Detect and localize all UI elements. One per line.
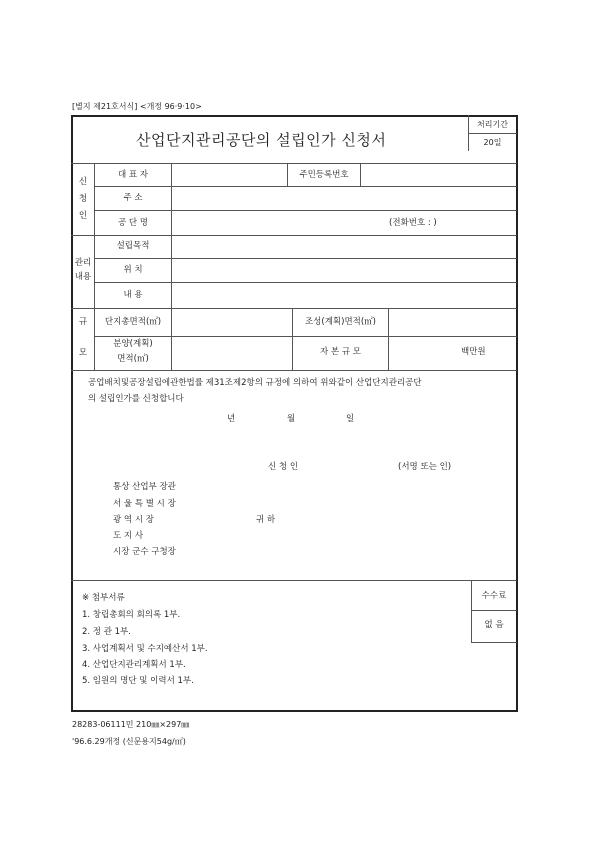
purpose-label: 설립목적 — [116, 241, 150, 251]
attachment-item: 4. 산업단지관리계획서 1부. — [82, 660, 186, 670]
capital-unit: 백만원 — [461, 347, 486, 357]
recipient-3: 광 역 시 장 — [113, 515, 154, 525]
row-line — [94, 282, 517, 283]
sign-or-seal: (서명 또는 인) — [398, 462, 452, 472]
sale-area-label-2: 면적(㎡) — [117, 354, 149, 364]
fee-label: 수수료 — [481, 591, 507, 601]
location-label: 위 치 — [123, 265, 143, 275]
date-year: 년 — [227, 414, 236, 424]
management-group-2: 내용 — [74, 272, 92, 282]
recipient-suffix: 귀 하 — [256, 515, 276, 525]
attachment-item: 2. 정 관 1부. — [82, 627, 131, 637]
form-header: [별지 제21호서식] <개정 96·9·10> — [72, 102, 202, 111]
form-title: 산업단지관리공단의 설립인가 신청서 — [136, 131, 387, 149]
phone-label: (전화번호 : ) — [389, 218, 437, 228]
footer-line-1: 28283-06111민 210㎜×297㎜ — [72, 720, 190, 729]
section-line — [71, 370, 517, 371]
applicant-group-3: 인 — [78, 211, 88, 221]
frame-top — [71, 115, 518, 117]
address-label: 주 소 — [123, 193, 143, 203]
management-group-1: 관리 — [74, 258, 92, 268]
scale-group-2: 모 — [78, 348, 88, 358]
resident-divider-2 — [360, 163, 361, 186]
recipient-2: 서 울 특 별 시 장 — [113, 499, 176, 509]
attachment-item: 1. 창립총회의 회의록 1부. — [82, 610, 181, 620]
fee-bottom-line — [471, 642, 517, 643]
applicant-group-2: 청 — [78, 194, 88, 204]
label-column-divider — [171, 163, 172, 370]
attachment-item: 5. 임원의 명단 및 이력서 1부. — [82, 676, 194, 686]
applicant-signature-label: 신 청 인 — [268, 462, 299, 472]
representative-label: 대 표 자 — [117, 170, 149, 180]
processing-value: 20일 — [483, 138, 502, 147]
recipient-5: 시장 군수 구청장 — [113, 547, 176, 557]
row-line — [94, 210, 517, 211]
attachment-item: 3. 사업계획서 및 수지예산서 1부. — [82, 644, 208, 654]
fee-value: 없 음 — [484, 620, 504, 630]
section-line — [71, 308, 517, 309]
attachments-title: ※ 첨부서류 — [82, 593, 125, 603]
recipient-4: 도 지 사 — [113, 531, 144, 541]
content-label: 내 용 — [123, 290, 143, 300]
dev-area-label: 조성(계획)면적(㎡) — [304, 317, 377, 327]
name-label: 공 단 명 — [117, 218, 149, 228]
date-day: 일 — [346, 414, 355, 424]
footer-line-2: '96.6.29개정 (신문용지54g/㎡) — [72, 737, 186, 746]
applicant-group-1: 신 — [78, 177, 88, 187]
statement-line-1: 공업배치및공장설립에관한법률 제31조제2항의 규정에 의하여 위와같이 산업단지관리공단 — [88, 378, 422, 388]
section-line — [71, 235, 517, 236]
fee-mid-line — [471, 610, 517, 611]
frame-left — [71, 115, 73, 711]
recipient-1: 통상 산업부 장관 — [113, 482, 176, 492]
row-line — [94, 258, 517, 259]
row-line — [94, 336, 517, 337]
date-month: 월 — [287, 414, 296, 424]
processing-mid-line — [468, 133, 517, 134]
frame-right — [516, 115, 518, 711]
scale-divider-2 — [388, 308, 389, 370]
processing-label: 처리기간 — [477, 120, 508, 129]
sale-area-label-1: 분양(계획) — [113, 339, 153, 349]
statement-line-2: 의 설립인가를 신청합니다 — [88, 394, 184, 404]
frame-bottom — [71, 710, 518, 712]
row-line — [94, 186, 517, 187]
scale-group-1: 규 — [78, 317, 88, 327]
resident-no-label: 주민등록번호 — [299, 170, 349, 180]
total-area-label: 단지총면적(㎡) — [104, 317, 162, 327]
attachments-top-line — [71, 580, 517, 581]
fee-divider — [471, 580, 472, 643]
title-bottom-line — [71, 163, 517, 164]
capital-label: 자 본 규 모 — [320, 347, 361, 357]
